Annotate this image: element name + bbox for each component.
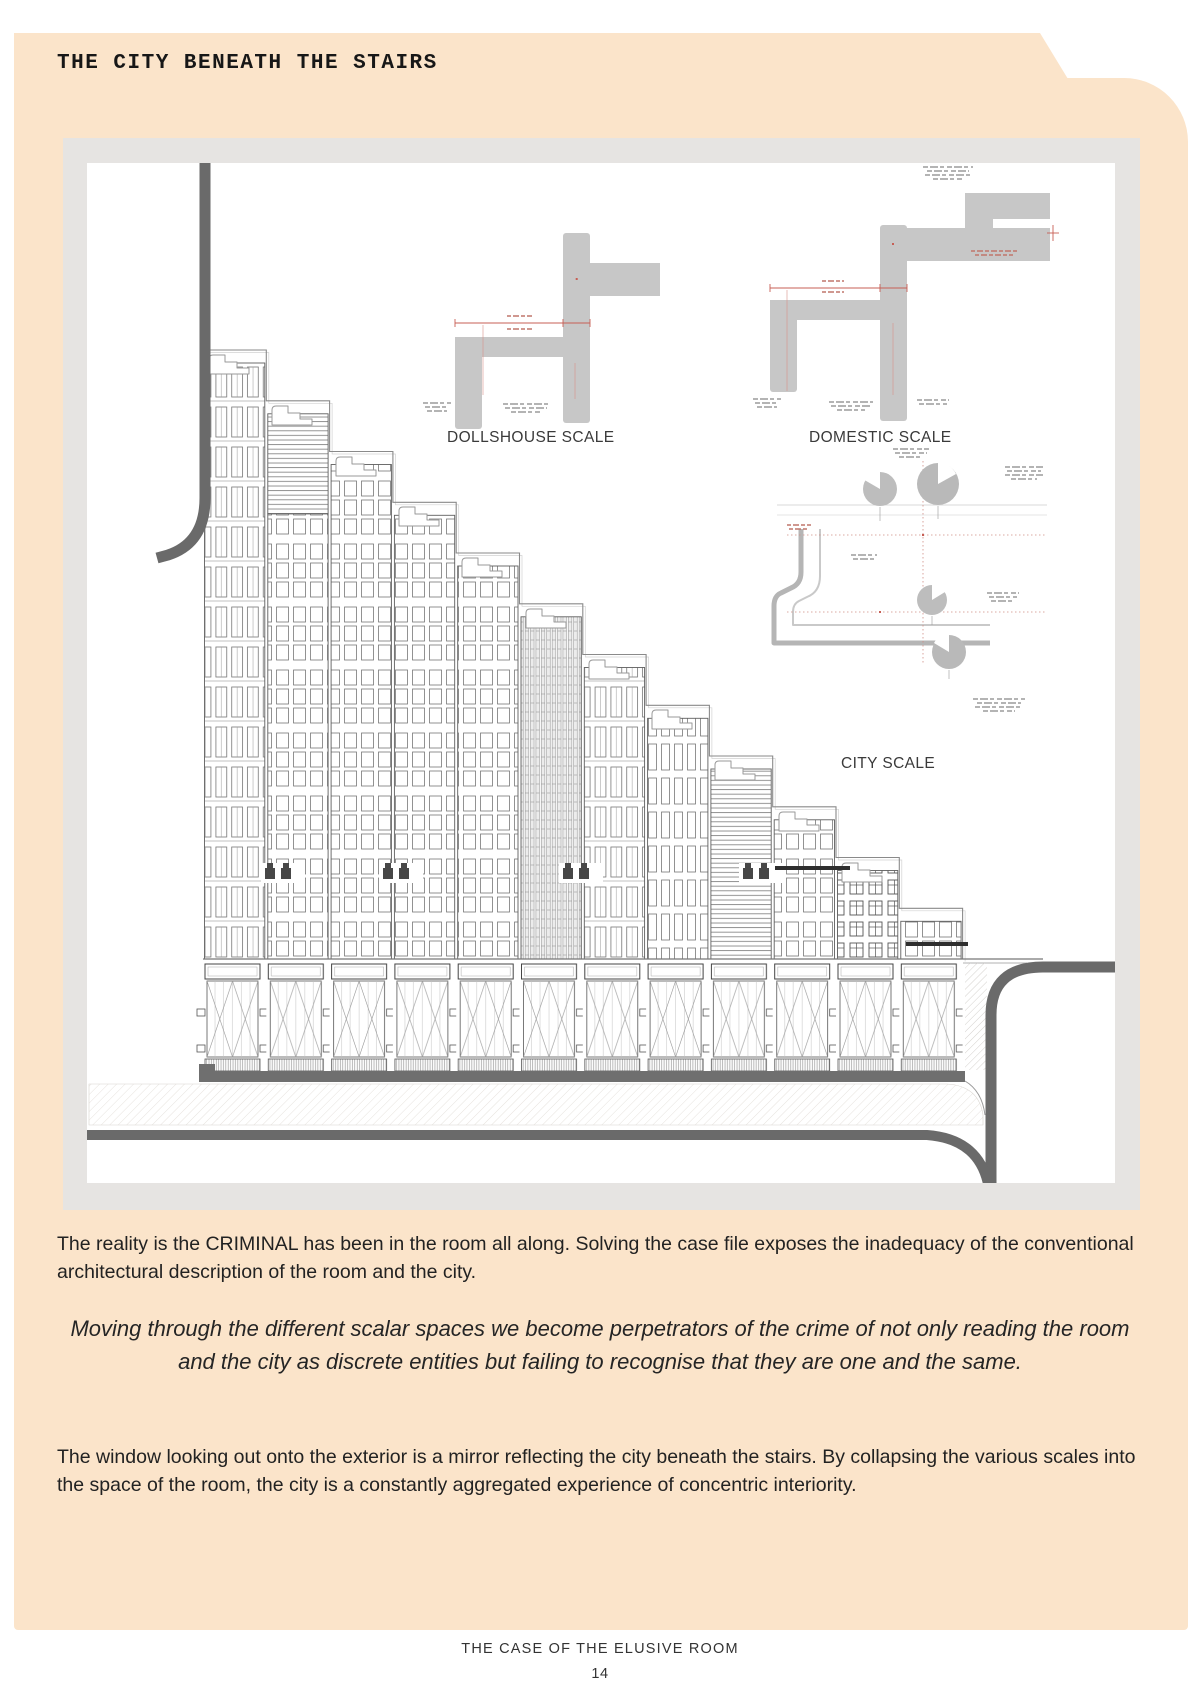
room-wall-right xyxy=(991,967,1115,1183)
stair-city-section-drawing xyxy=(87,163,1115,1183)
domestic-scale-label: DOMESTIC SCALE xyxy=(809,429,952,446)
fascia-bar xyxy=(775,866,850,870)
viaduct-ground-band xyxy=(199,1071,965,1082)
domestic-scale-detail xyxy=(753,167,1059,421)
drawing-panel xyxy=(87,163,1115,1183)
road-band xyxy=(89,1084,983,1125)
viaduct-arcade xyxy=(203,963,963,1073)
street-line-bottom xyxy=(87,1135,989,1183)
body-paragraph-1: The reality is the CRIMINAL has been in the room all along. Solving the case file exposes the inadequacy of the conventional architectural description of the room and the city. xyxy=(57,1233,1134,1283)
body-paragraph-emphasis: Moving through the different scalar spaces we become perpetrators of the crime of not only reading the room and the city as discrete entities but failing to recognise that they are one and the same. xyxy=(70,1316,1130,1374)
stepped-city-section xyxy=(87,163,1115,1183)
city-scale-label: CITY SCALE xyxy=(841,755,936,772)
page-number: 14 xyxy=(591,1666,609,1682)
dollshouse-scale-detail xyxy=(423,233,660,429)
fascia-bar xyxy=(906,942,968,946)
dollshouse-scale-label: DOLLSHOUSE SCALE xyxy=(447,429,615,446)
room-wall-left xyxy=(157,163,205,558)
city-scale-detail xyxy=(774,449,1047,711)
footer-title: THE CASE OF THE ELUSIVE ROOM xyxy=(461,1641,739,1657)
body-paragraph-3: The window looking out onto the exterior is a mirror reflecting the city beneath the stairs. By collapsing the various scales into the space of the room, the city is a constantly aggregated experience of concentric interiority. xyxy=(57,1446,1136,1496)
page-title: THE CITY BENEATH THE STAIRS xyxy=(57,52,438,75)
